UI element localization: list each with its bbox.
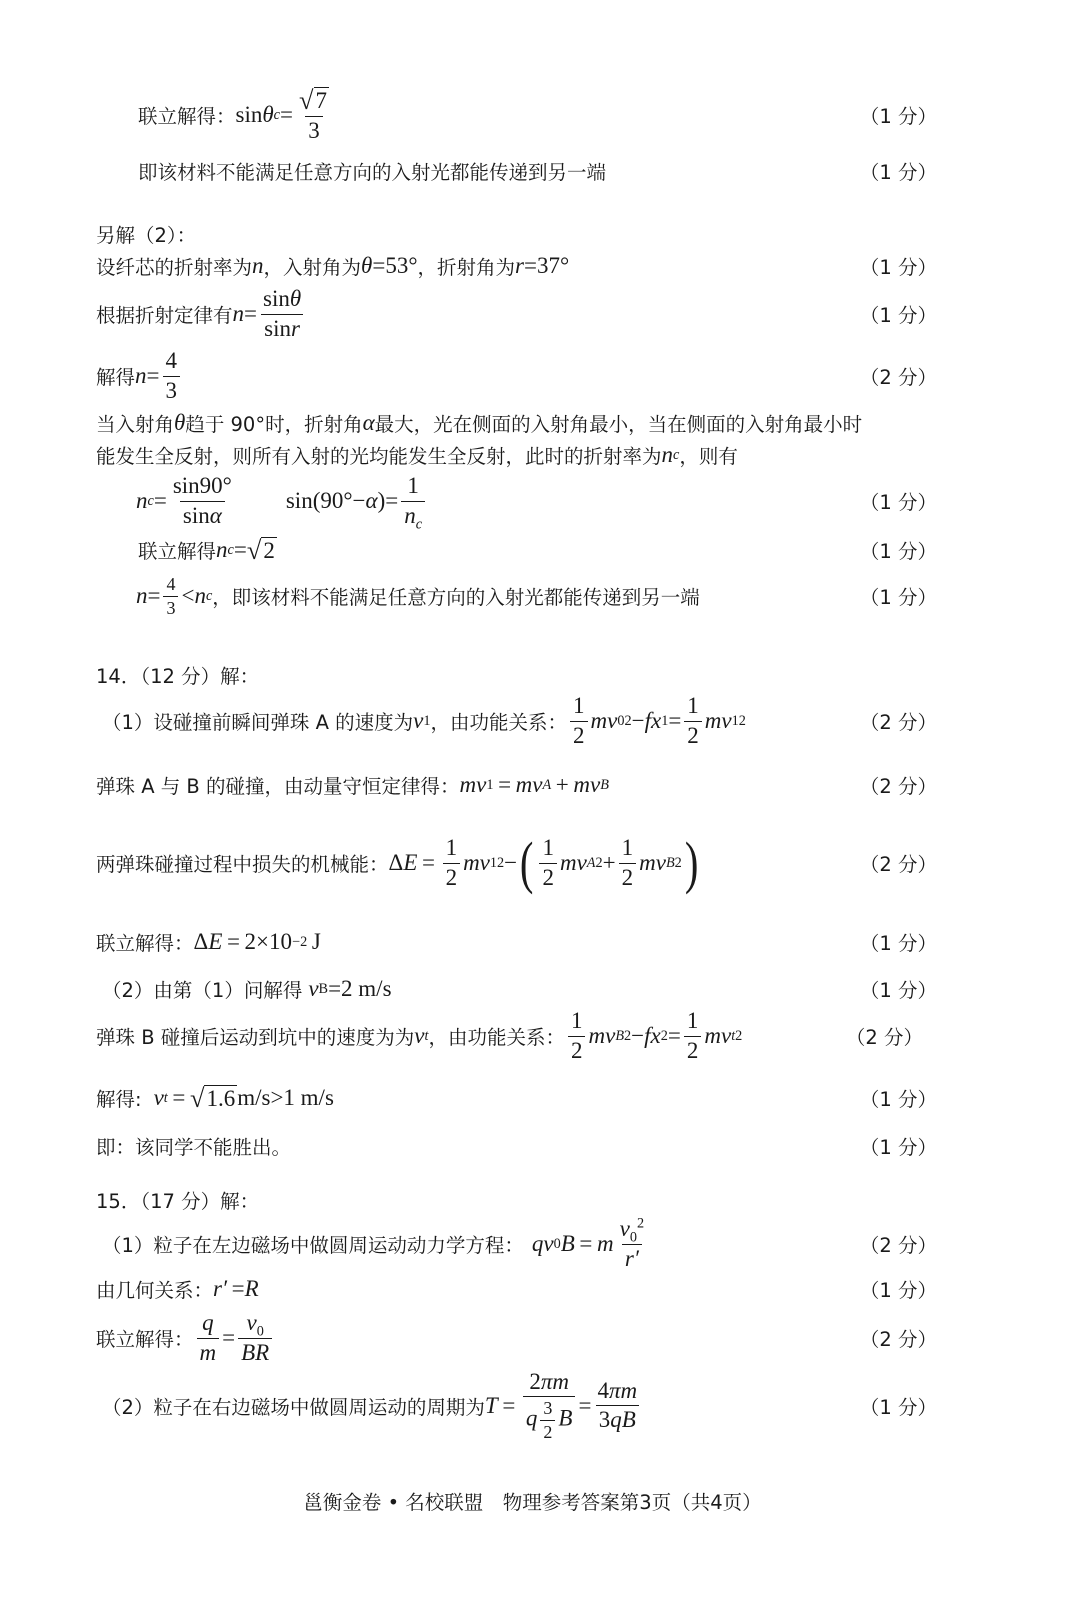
score: （1 分）	[859, 1279, 937, 1302]
line-13	[0, 693, 1065, 749]
section-heading: 14．（12 分）解：	[96, 665, 260, 688]
line-text: 另解（2）：	[96, 224, 197, 247]
line-text: 最大，光在侧面的入射角最小，当在侧面的入射角最小时	[374, 413, 863, 436]
formula: n = sinθ sinr	[232, 286, 302, 341]
formula: v t = √ 1.6 m/s>1 m/s	[153, 1082, 334, 1113]
score: （1 分）	[859, 161, 937, 184]
line-text: 两弹珠碰撞过程中损失的机械能：	[96, 853, 389, 876]
line-21	[0, 1184, 1065, 1216]
line-19	[0, 1080, 1065, 1116]
line-11	[0, 572, 1065, 620]
line-text: 即该材料不能满足任意方向的入射光都能传递到另一端	[138, 161, 607, 184]
line-9	[0, 473, 1065, 533]
symbol-nc: n c	[661, 442, 680, 467]
line-3	[0, 218, 1065, 250]
line-17	[0, 972, 1065, 1006]
line-25	[0, 1370, 1065, 1442]
score: （1 分）	[859, 105, 937, 128]
line-text: ，则有	[679, 445, 738, 468]
score: （1 分）	[859, 491, 937, 514]
symbol-v1: v 1	[413, 708, 431, 733]
score: （1 分）	[859, 586, 937, 609]
score: （1 分）	[859, 1396, 937, 1419]
score: （1 分）	[859, 540, 937, 563]
line-14	[0, 768, 1065, 802]
score: （1 分）	[859, 256, 937, 279]
line-7	[0, 407, 1065, 439]
symbol-theta: θ	[174, 410, 186, 435]
formula: r =37°	[515, 253, 570, 278]
line-text: 由几何关系：	[96, 1279, 214, 1302]
line-1	[0, 85, 1065, 145]
formula: Δ E = 2×10 −2 J	[193, 929, 321, 954]
formula: n c = √ 2	[216, 534, 275, 565]
formula: qv 0 B = m $v_0^2$ r′	[531, 1215, 645, 1271]
line-2	[0, 155, 1065, 187]
formula: 1 2 mv 0 2 − fx 1 = 1 2 mv 1 2	[567, 694, 746, 747]
line-23	[0, 1272, 1065, 1306]
score: （2 分）	[859, 1234, 937, 1257]
score: （2 分）	[859, 775, 937, 798]
section-heading: 15．（17 分）解：	[96, 1190, 260, 1213]
line-text: 当入射角	[96, 413, 175, 436]
symbol-alpha: α	[362, 410, 375, 435]
line-15	[0, 830, 1065, 896]
line-12	[0, 659, 1065, 691]
line-22	[0, 1217, 1065, 1271]
line-text: 联立解得：	[96, 1328, 194, 1351]
line-24	[0, 1310, 1065, 1366]
score: （2 分）	[859, 711, 937, 734]
score: （1 分）	[859, 932, 937, 955]
line-text: 即：该同学不能胜出。	[96, 1136, 292, 1159]
formula: θ =53°	[361, 253, 418, 278]
line-10	[0, 533, 1065, 567]
page-footer: 邕衡金卷 • 名校联盟 物理参考答案第3页（共4页）	[303, 1491, 762, 1514]
formula: v B =2 m/s	[308, 976, 392, 1001]
unit: J	[311, 929, 321, 954]
score: （2 分）	[859, 853, 937, 876]
score: （1 分）	[859, 1088, 937, 1111]
line-5	[0, 288, 1065, 340]
line-16	[0, 925, 1065, 959]
formula: Δ E = 1 2 mv 1 2 − ( 1 2 mv A 2 + 1 2 mv B 2 )	[388, 830, 699, 895]
line-text: 趋于 90°时，折射角	[185, 413, 363, 436]
formula: T = 2πm q $\frac{3}{2}$ B = 4πm 3qB	[484, 1369, 638, 1443]
line-text: 设纤芯的折射率为	[96, 256, 253, 279]
line-text: 联立解得：	[96, 932, 194, 955]
symbol-n: n	[252, 253, 264, 278]
line-text: ，即该材料不能满足任意方向的入射光都能传递到另一端	[212, 586, 700, 609]
line-text: 联立解得	[138, 540, 217, 563]
line-text: （2）由第（1）问解得	[102, 979, 303, 1002]
line-text: 弹珠 A 与 B 的碰撞，由动量守恒定律得：	[96, 775, 460, 798]
line-text: （1）设碰撞前瞬间弹珠 A 的速度为	[102, 711, 414, 734]
score: （1 分）	[859, 1136, 937, 1159]
line-text: 解得:	[96, 1088, 142, 1111]
line-text: 联立解得：	[138, 105, 236, 128]
score: （2 分）	[859, 366, 937, 389]
score: （2 分）	[859, 1328, 937, 1351]
line-text: ，由功能关系：	[430, 711, 568, 734]
formula: q m = $v_0$ BR	[194, 1311, 276, 1364]
line-text: ，折射角为	[417, 256, 516, 279]
formula: mv 1 = mv A + mv B	[459, 772, 609, 797]
formula: n c = sin90° sinα	[136, 473, 232, 528]
line-text: 能发生全反射，则所有入射的光均能发生全反射，此时的折射率为	[96, 445, 662, 468]
score: （1 分）	[859, 979, 937, 1002]
line-6	[0, 350, 1065, 402]
line-18	[0, 1008, 1065, 1064]
line-text: ，由功能关系：	[428, 1026, 565, 1049]
formula: 1 2 mv B 2 − fx 2 = 1 2 mv t 2	[565, 1009, 742, 1062]
line-8	[0, 439, 1065, 471]
symbol-vt: v t	[414, 1023, 429, 1048]
line-20	[0, 1130, 1065, 1162]
formula: n = 4 3	[135, 349, 183, 402]
line-text: 根据折射定律有	[96, 304, 233, 327]
line-text: ，入射角为	[263, 256, 362, 279]
formula: n = 4 3 < n c	[136, 573, 213, 618]
formula: sin(90°− α )= 1 $n_c$	[286, 474, 428, 527]
line-text: （1）粒子在左边磁场中做圆周运动动力学方程：	[102, 1234, 524, 1257]
line-4	[0, 250, 1065, 282]
formula: r′ = R	[213, 1276, 259, 1301]
line-text: 解得	[96, 366, 136, 389]
score: （2 分）	[845, 1026, 923, 1049]
formula: sin θ c = √ 7 3	[235, 84, 327, 143]
line-text: 弹珠 B 碰撞后运动到坑中的速度为为	[96, 1026, 415, 1049]
line-text: （2）粒子在右边磁场中做圆周运动的周期为	[102, 1396, 485, 1419]
score: （1 分）	[859, 304, 937, 327]
